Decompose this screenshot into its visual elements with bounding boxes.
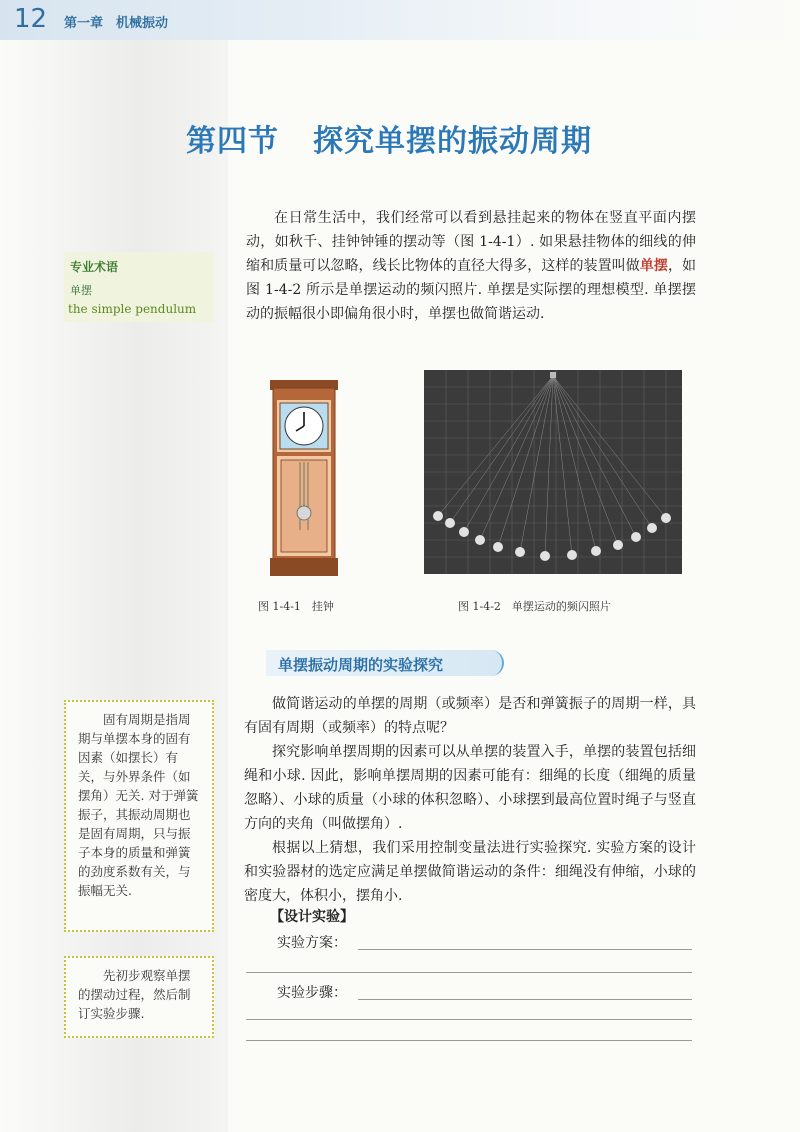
section-title [186,116,592,160]
intro-text-2: ，如图 1-4-2 所示是单摆运动的频闪照片. 单摆是实际摆的理想模型. 单摆摆动的振幅很小即偏角很小时，单摆也做简谐运动. [246,258,697,322]
body-paragraph-2: 探究影响单摆周期的因素可以从单摆的装置入手，单摆的装置包括细绳和小球. 因此，影响单摆周期的因素可能有：细绳的长度（细绳的质量忽略）、小球的质量（小球的体积忽略）、小球摆到最高位置时绳子与竖直方向的夹角（叫做摆角）. [244,744,696,832]
answer-line [246,1019,692,1020]
caption-strobe-photo: 图 1-4-2 单摆运动的频闪照片 [458,600,611,613]
chapter-title: 第一章 机械振动 [64,16,169,31]
key-term-pendulum: 单摆 [639,258,668,274]
figure-strobe-photo [424,370,682,574]
body-paragraph-1: 做简谐运动的单摆的周期（或频率）是否和弹簧振子的周期一样，具有固有周期（或频率）的特点呢？ [244,696,696,736]
section-name: 探究单摆的振动周期 [313,124,592,159]
design-heading: 【设计实验】 [270,909,354,925]
glossary-english: the simple pendulum [68,302,197,316]
answer-line [358,999,692,1000]
page-number: 12 [14,4,48,34]
glossary-term: 单摆 [70,284,92,297]
intro-text-1: 在日常生活中，我们经常可以看到悬挂起来的物体在竖直平面内摆动，如秋千、挂钟钟锤的摆动等（图 1-4-1）. 如果悬挂物体的细线的伸缩和质量可以忽略，线长比物体的直径大得多，这样的装置叫做 [246,210,696,274]
body-text [244,692,696,908]
intro-paragraph [246,206,696,326]
side-note-text: 固有周期是指周期与单摆本身的固有因素（如摆长）有关，与外界条件（如摆角）无关. 对于弹簧振子，其振动周期也是固有周期，只与振子本身的质量和弹簧的劲度系数有关，与振幅无关. [78,712,199,898]
side-note-text: 先初步观察单摆的摆动过程，然后制订实验步骤. [78,968,191,1021]
section-prefix: 第四节 [186,124,279,159]
side-note-natural-period [64,700,214,932]
figure-wall-clock [270,380,338,576]
answer-line [246,972,692,973]
answer-line [358,949,692,950]
plan-label: 实验方案： [277,935,347,951]
caption-wall-clock: 图 1-4-1 挂钟 [258,600,334,613]
glossary-heading: 专业术语 [70,260,119,274]
steps-label: 实验步骤： [277,985,347,1001]
subsection-heading: 单摆振动周期的实验探究 [278,656,444,674]
side-note-observe [64,956,214,1038]
answer-line [246,1040,692,1041]
body-paragraph-3: 根据以上猜想，我们采用控制变量法进行实验探究. 实验方案的设计和实验器材的选定应满足单摆做简谐运动的条件：细绳没有伸缩，小球的密度大，体积小，摆角小. [244,840,696,904]
